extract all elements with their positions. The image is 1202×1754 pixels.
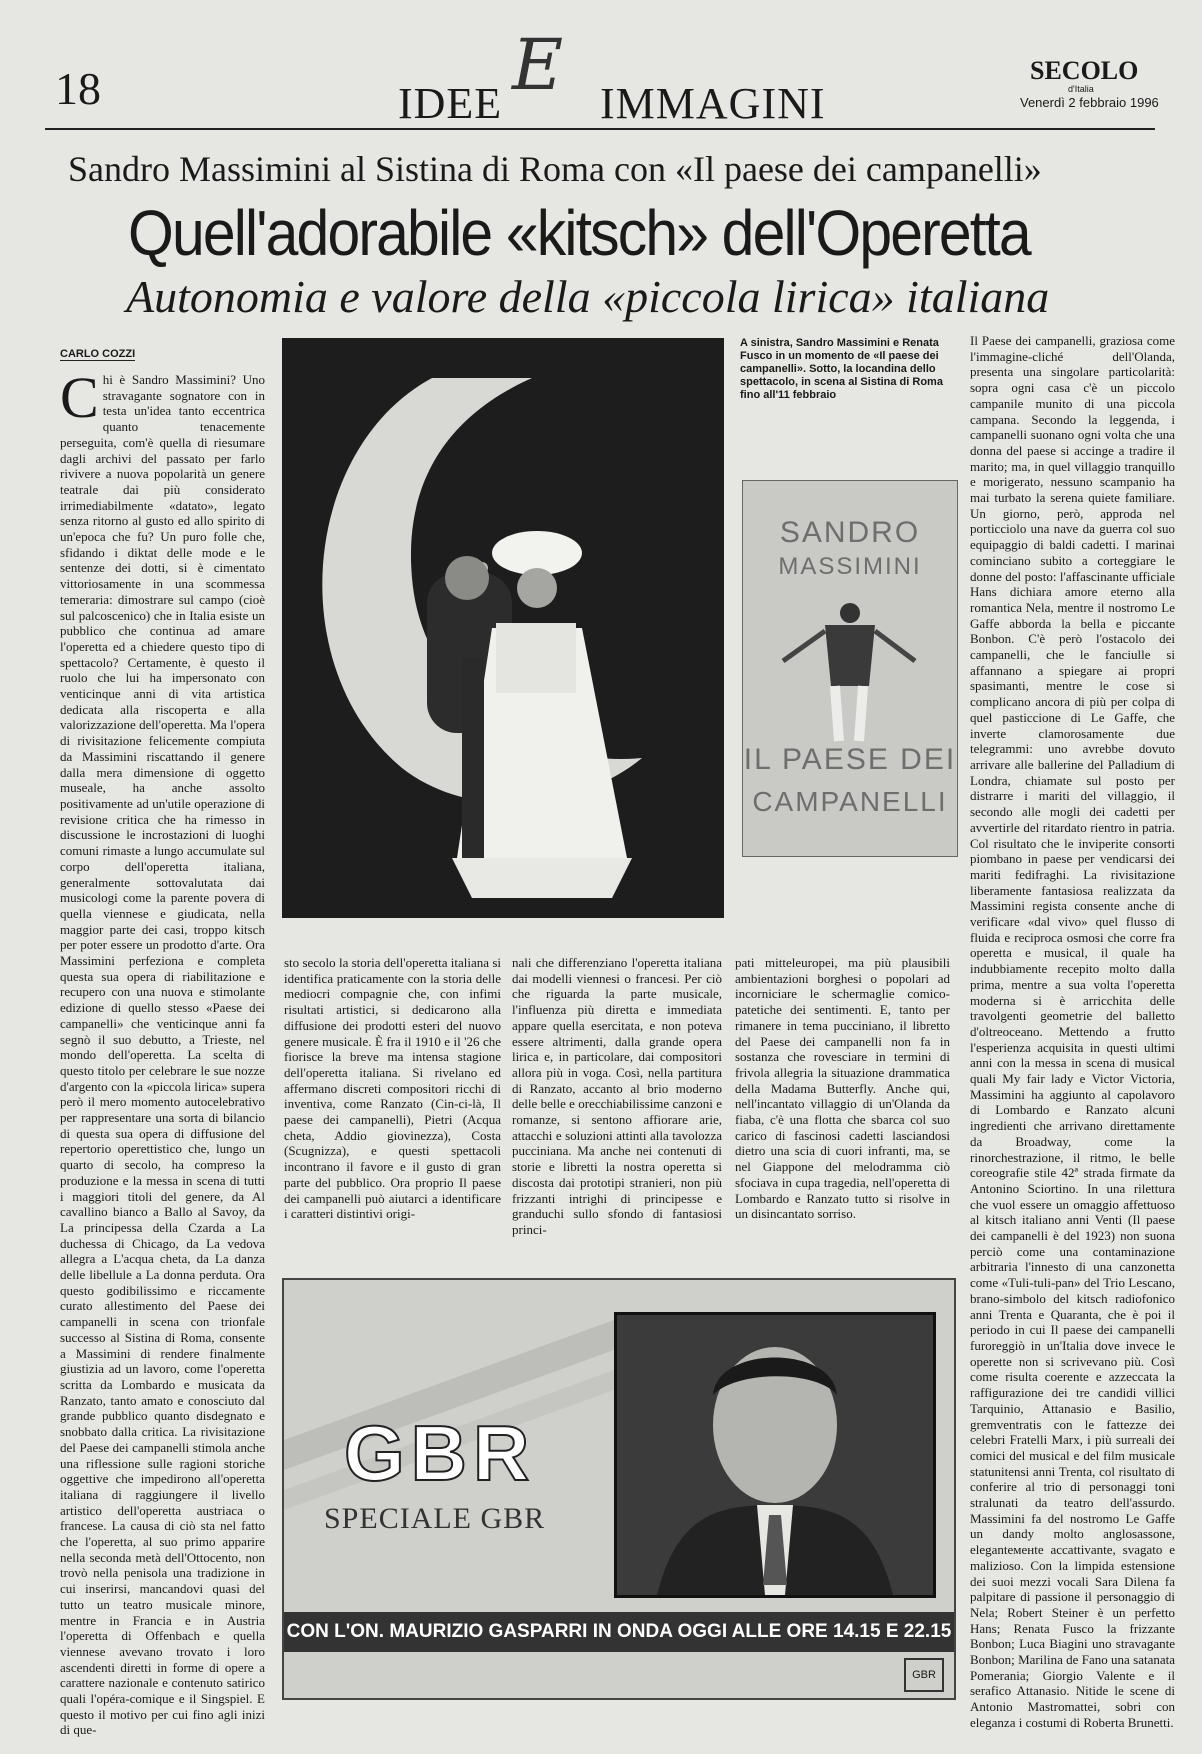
poster-name-line1: SANDRO [779, 516, 921, 549]
poster-name-line2: MASSIMINI [778, 553, 922, 580]
photo-caption: A sinistra, Sandro Massimini e Renata Fusco in un momento de «Il paese dei campanelli». Sotto, la locandina dello spettacolo, in scena al Sistina di Roma fino all'11 febbraio [740, 337, 943, 401]
masthead-logo: SECOLO [1030, 56, 1139, 85]
moon-stage-image [282, 338, 724, 918]
article-byline: CARLO COZZI [60, 348, 136, 360]
article-kicker: Sandro Massimini al Sistina di Roma con «Il paese dei campanelli» [68, 149, 1042, 189]
show-poster [742, 480, 958, 857]
masthead-subtitle: d'Italia [1068, 84, 1094, 94]
article-column-3: nali che differenziano l'operetta italiana dai modelli viennesi o francesi. Per ciò che riguarda la parte musicale, l'influenza più diretta e immediata appare quella esercitata, e non poteva essere altrimenti, dalla grande opera lirica e, in particolare, dai compositori allora più in voga. Così, nella partitura di Ranzato, accanto al brio moderno delle belle e orecchiabilissime canzoni e romanze, si sentono affiorare arie, attacchi e soluzioni attinti alla tavolozza pucciniana. Ma anche nei contenuti di storie e libretti la nostra operetta si discosta dai prototipi stranieri, non più frizzanti intrighi di principesse e granduchi sullo sfondo di fantasiosi princi- [512, 955, 722, 1237]
article-column-4: pati mitteleuropei, ma più plausibili ambientazioni borghesi o popolari ad incorniciare le schermaglie comico-patetiche dei sentimenti. E, tanto per rimanere in tema pucciniano, il libretto del Paese dei campanelli non fa in sostanza che rovesciare in termini di frivola allegria la situazione drammatica della Madama Butterfly. Anche qui, nell'incantato villaggio di un'Olanda da fiaba, c'è una flotta che sbarca col suo carico di fascinosi cadetti lasciandosi dietro una scia di cuori infranti, ma, se nel Giappone del melodramma ciò sfociava in cupa tragedia, nell'operetta di Lombardo e Ranzato tutto si risolve in un disincantato sorriso. [735, 955, 950, 1222]
article-column-1 [60, 365, 265, 1747]
article-headline: Quell'adorabile «kitsch» dell'Operetta [128, 197, 1030, 269]
page-number: 18 [55, 63, 101, 114]
ad-subtitle: SPECIALE GBR [324, 1502, 546, 1535]
article-deck: Autonomia e valore della «piccola lirica» italiana [126, 271, 1050, 322]
advertisement [282, 1278, 956, 1700]
article-column-5: Il Paese dei campanelli, graziosa come l'immagine-cliché dell'Olanda, presenta una singolare particolarità: sopra ogni casa c'è un piccolo campanile munito di una piccola campana. Secondo la leggenda, i campanelli suonano ogni volta che una donna del paese si accinge a tradire il marito; ma, in quel villaggio tranquillo e morigerato, nessuno scampanio ha mai turbato la serena quiete familiare. Un giorno, però, approda nel porticciolo una nave da guerra col suo equipaggio di baldi cadetti. I marinai cominciano subito a corteggiare le donne del posto: l'affascinante ufficiale Hans dichiara amore eterno alla romantica Nela, mentre il nostromo Le Gaffe abborda la bella e piccante Bonbon. C'è però l'ostacolo dei campanelli, che le fanciulle si affannano a spiegare ai propri spasimanti, mentre le cose si complicano ancora di più per colpa di quel pasticcione di Le Gaffe, che inverte clamorosamente due telegrammi: uno avrebbe dovuto arrivare alle ballerine del Palladium di Londra, chiamate sul posto per distrarre i mariti del villaggio, il secondo alle mogli dei cadetti per avvertirle del ritardato rientro in patria. Col risultato che le inviperite consorti piombano in paese per vendicarsi dei mariti fedifraghi. La rivisitazione liberamente fantasiosa realizzata da Massimini regista consente anche di verificare «dal vivo» quel flusso di fluida e reciproca osmosi che corre fra operetta e musical, il quale ha indubbiamente recepito molto dalla prima, mentre a sua volta l'operetta moderna si è arricchita delle travolgenti geometrie del balletto d'oltreoceano. Mettendo a frutto l'esperienza acquisita in questi ultimi anni con la messa in scena di musical quali My fair lady e Victor Victoria, Massimini ha aggiunto al capolavoro di Lombardo e Ranzato alcuni ingredienti che arrivano direttamente da Broadway, come la rinorchestrazione, il ritmo, le belle coreografie stile 42ª strada firmate da Antonino Sciortino. In una rilettura che vuol essere un omaggio affettuoso al kitsch italiano anni Venti (Il paese dei campanelli è del 1923) non suona perciò come una contaminazione arbitraria l'innesto di una canzonetta come «Tuli-tuli-pan» del Trio Lescano, brano-simbolo del kitsch radiofonico anni Trenta e Quaranta, che è poi il periodo in cui Il paese dei campanelli furoreggiò in un'Italia dove invece le operette non si scrivevano più. Così come risulta coerente e azzeccata la raffigurazione dei tre candidi villici Tarquinio, Attanasio e Basilio, gremventratis con le fattezze dei celebri Fratelli Marx, i più surreali dei comici del musical e del film musicale statunitensi anni Trenta, col risultato di conferire al trio di personaggi toni stralunati da teatro dell'assurdo. Massimini fa del nostromo Le Gaffe un dandy molto anglosassone, eleganteменte accattivante, svagato e malizioso. Con la limpida estensione dei suoi mezzi vocali Sara Dilena fa palpitare di passione il personaggio di Nela; Robert Steiner è un perfetto Hans; Renata Fusco la frizzante Bonbon; Luca Biagini uno stravagante Bonbon; Marilina de Fano una satanata Pomerania; Giorgio Valente e il serafico Attanasio. Nitide le scene di Antonio Mastromattei, sobri con eleganza i costumi di Roberta Brunetti. [970, 333, 1175, 1730]
ad-portrait-photo [614, 1312, 936, 1598]
ad-logo: GBR [344, 1409, 536, 1497]
poster-title-line2: CAMPANELLI [752, 786, 948, 817]
section-rubric-left: IDEE [398, 79, 503, 128]
poster-title-line1: IL PAESE DEI [743, 743, 957, 776]
ad-mini-logo: GBR [904, 1658, 944, 1692]
portrait-image [617, 1315, 933, 1595]
issue-date: Venerdì 2 febbraio 1996 [1020, 95, 1159, 110]
article-column-2: sto secolo la storia dell'operetta italiana si identifica praticamente con la storia delle mediocri compagnie che, con infimi risultati artistici, si dedicarono alla diffusione dei prodotti esteri del nuovo genere musicale. È fra il 1910 e il '26 che fiorisce la breve ma intensa stagione dell'operetta italiana. Si rivelano ed affermano discreti compositori ricchi di inventiva, come Ranzato (Cin-ci-là, Il paese dei campanelli), Pietri (Acqua cheta, Addio giovinezza), Costa (Scugnizza), e questi spettacoli incontrano il favore e il gusto di gran parte del pubblico. Ora proprio Il paese dei campanelli può aiutarci a identificare i caratteri distintivi origi- [284, 955, 501, 1222]
drop-cap: C [60, 365, 99, 430]
poster-figure-image [743, 591, 957, 751]
column-1-text: hi è Sandro Massimini? Uno stravagante sognatore con in testa un'idea tanto eccentrica quanto tenacemente perseguita, com'è quella di riesumare dagli archivi del passato per farlo rivivere a nuova popolarità un genere teatrale dai più considerato irrimediabilmente «datato», legato senza ritorno al gusto ed allo spirito di un'epoca che fu? Un puro folle che, sfidando i diktat delle mode e le sentenze dei dotti, si è cimentato vittoriosamente in una scommessa temeraria: dimostrare sul campo (cioè sul palcoscenico) che in Italia esiste un pubblico che continua ad amare l'operetta ed a chiedere questo tipo di spettacolo? Certamente, è questo il ruolo che lui ha impersonato con venticinque anni di vita artistica dedicata alla riscoperta e alla valorizzazione dell'operetta. Ma l'opera di rivisitazione felicemente compiuta da Massimini riscattando il genere dalla mera dimensione di oggetto museale, ha anche assolto positivamente ad un'utile operazione di revisione critica che ha rimesso in discussione le incrostazioni di luoghi comuni rimaste a lungo accumulate sul corpo dell'operetta italiana, generalmente sottovalutata dai musicologi come la parente povera di quella viennese e giudicata, nella maggior parte dei casi, troppo kitsch per poter essere un prodotto d'arte. Ora Massimini perfeziona e completa questa sua opera di riabilitazione e recupero con una nuova e stimolante edizione di quello stesso «Paese dei campanelli» che venticinque anni fa segnò il suo debutto, a Trieste, nel mondo dell'operetta. La scelta di questo titolo per celebrare le sue nozze d'argento con la «piccola lirica» supera però il mero momento autocelebrativo per rappresentare una sorta di bilancio di questa sua opera di diffusione del repertorio operettistico che, lungo un quarto di secolo, ha compreso la produzione e la messa in scena di tutti i maggiori titoli del genere, da Al cavallino bianco a Ballo al Savoy, da La principessa della Czarda a La duchessa di Chicago, da La vedova allegra a L'acqua cheta, da La danza delle libellule a La donna perduta. Ora questo godibilissimo e riccamente curato allestimento del Paese dei campanelli in scena con trionfale successo al Sistina di Roma, consente a Massimini di rendere finalmente giustizia ad un lavoro, come l'operetta scritta da Lombardo e musicata da Ranzato, tanto amato e conosciuto dal grande pubblico quanto disdegnato e snobbato dalla critica. La rivisitazione del Paese dei campanelli stimola anche una riflessione sulle ragioni storiche oggettive che impedirono all'operetta italiana di raggiungere il livello artistico dell'operetta austriaca o francese. La causa di ciò sta nel fatto che l'operetta, al suo primo apparire nella seconda metà dell'Ottocento, non trovò nella penisola una tradizione in cui inserirsi, mancandovi quasi del tutto un teatro musicale minore, mentre in Francia e in Austria l'operetta di Offenbach e quella viennese avevano trovato i loro ascendenti diretti in forme di opere a carattere nazionale e contenuto satirico quali l'opéra-comique e il Singspiel. E questo il motivo per cui fino agli inizi di que- [60, 372, 265, 1738]
header-rule [45, 128, 1155, 130]
section-rubric-right: IMMAGINI [600, 79, 826, 128]
section-rubric-letter: E [512, 24, 564, 106]
ad-broadcast-strip: CON L'ON. MAURIZIO GASPARRI IN ONDA OGGI ALLE ORE 14.15 E 22.15 [284, 1612, 954, 1652]
stage-photo [282, 338, 724, 918]
